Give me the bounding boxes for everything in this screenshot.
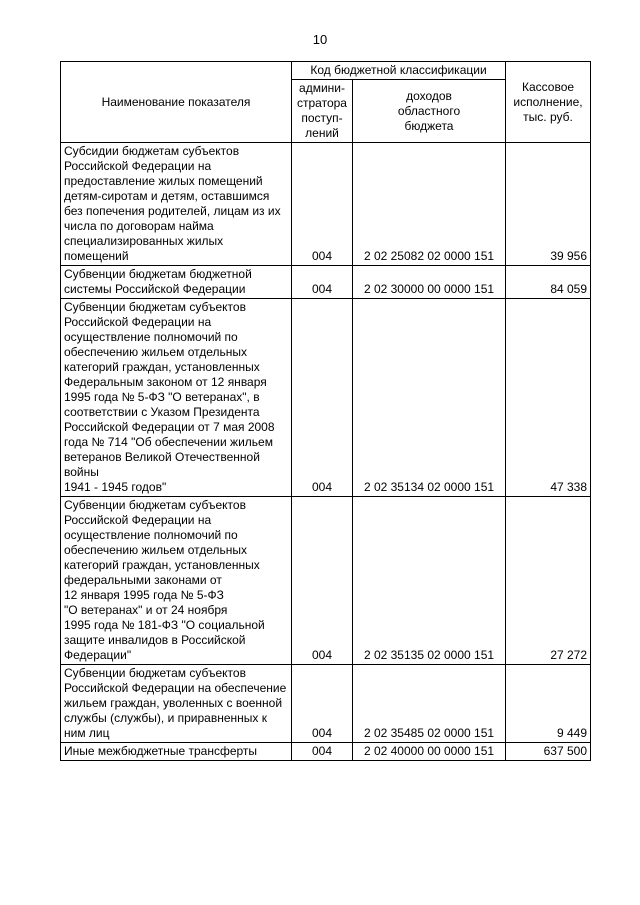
- row-name: Субвенции бюджетам бюджетной системы Российской Федерации: [61, 266, 292, 299]
- header-amount: Кассовое исполнение, тыс. руб.: [506, 62, 591, 143]
- row-amount: 84 059: [506, 266, 591, 299]
- row-name: Субсидии бюджетам субъектов Российской Федерации на предоставление жилых помещений детям-сиротам и детям, оставшимся без попечения родителей, лицам из их числа по договорам найма специализированных жилых помещений: [61, 143, 292, 266]
- row-amount: 9 449: [506, 665, 591, 743]
- row-admin: 004: [292, 497, 353, 665]
- row-name: Иные межбюджетные трансферты: [61, 743, 292, 761]
- row-admin: 004: [292, 143, 353, 266]
- row-code: 2 02 35135 02 0000 151: [353, 497, 506, 665]
- header-admin: админи- стратора поступ- лений: [292, 80, 353, 143]
- page-number: 10: [312, 32, 328, 47]
- table-row: [61, 266, 591, 299]
- row-admin: 004: [292, 743, 353, 761]
- row-amount: 637 500: [506, 743, 591, 761]
- row-amount: 47 338: [506, 299, 591, 497]
- row-admin: 004: [292, 299, 353, 497]
- row-admin: 004: [292, 266, 353, 299]
- row-code: 2 02 40000 00 0000 151: [353, 743, 506, 761]
- header-income: доходов областного бюджета: [353, 80, 506, 143]
- header-name: Наименование показателя: [61, 62, 292, 143]
- row-name: Субвенции бюджетам субъектов Российской Федерации на обеспечение жильем граждан, уволенных с военной службы (службы), и приравненных к ним лиц: [61, 665, 292, 743]
- table-row: [61, 743, 591, 761]
- row-amount: 39 956: [506, 143, 591, 266]
- row-code: 2 02 30000 00 0000 151: [353, 266, 506, 299]
- header-code-group: Код бюджетной классификации: [292, 62, 506, 80]
- row-code: 2 02 35134 02 0000 151: [353, 299, 506, 497]
- row-code: 2 02 25082 02 0000 151: [353, 143, 506, 266]
- row-code: 2 02 35485 02 0000 151: [353, 665, 506, 743]
- header-row-1: [61, 62, 591, 80]
- row-name: Субвенции бюджетам субъектов Российской Федерации на осуществление полномочий по обеспечению жильем отдельных категорий граждан, установленных федеральными законами от 12 января 1995 года № 5-ФЗ "О ветеранах" и от 24 ноября 1995 года № 181-ФЗ "О социальной защите инвалидов в Российской Федерации": [61, 497, 292, 665]
- row-amount: 27 272: [506, 497, 591, 665]
- table-row: [61, 497, 591, 665]
- row-admin: 004: [292, 665, 353, 743]
- budget-table: [60, 61, 591, 761]
- row-name: Субвенции бюджетам субъектов Российской Федерации на осуществление полномочий по обеспечению жильем отдельных категорий граждан, установленных Федеральным законом от 12 января 1995 года № 5-ФЗ "О ветеранах", в соответствии с Указом Президента Российской Федерации от 7 мая 2008 года № 714 "Об обеспечении жильем ветеранов Великой Отечественной войны 1941 - 1945 годов": [61, 299, 292, 497]
- table-row: [61, 299, 591, 497]
- table-row: [61, 665, 591, 743]
- table-row: [61, 143, 591, 266]
